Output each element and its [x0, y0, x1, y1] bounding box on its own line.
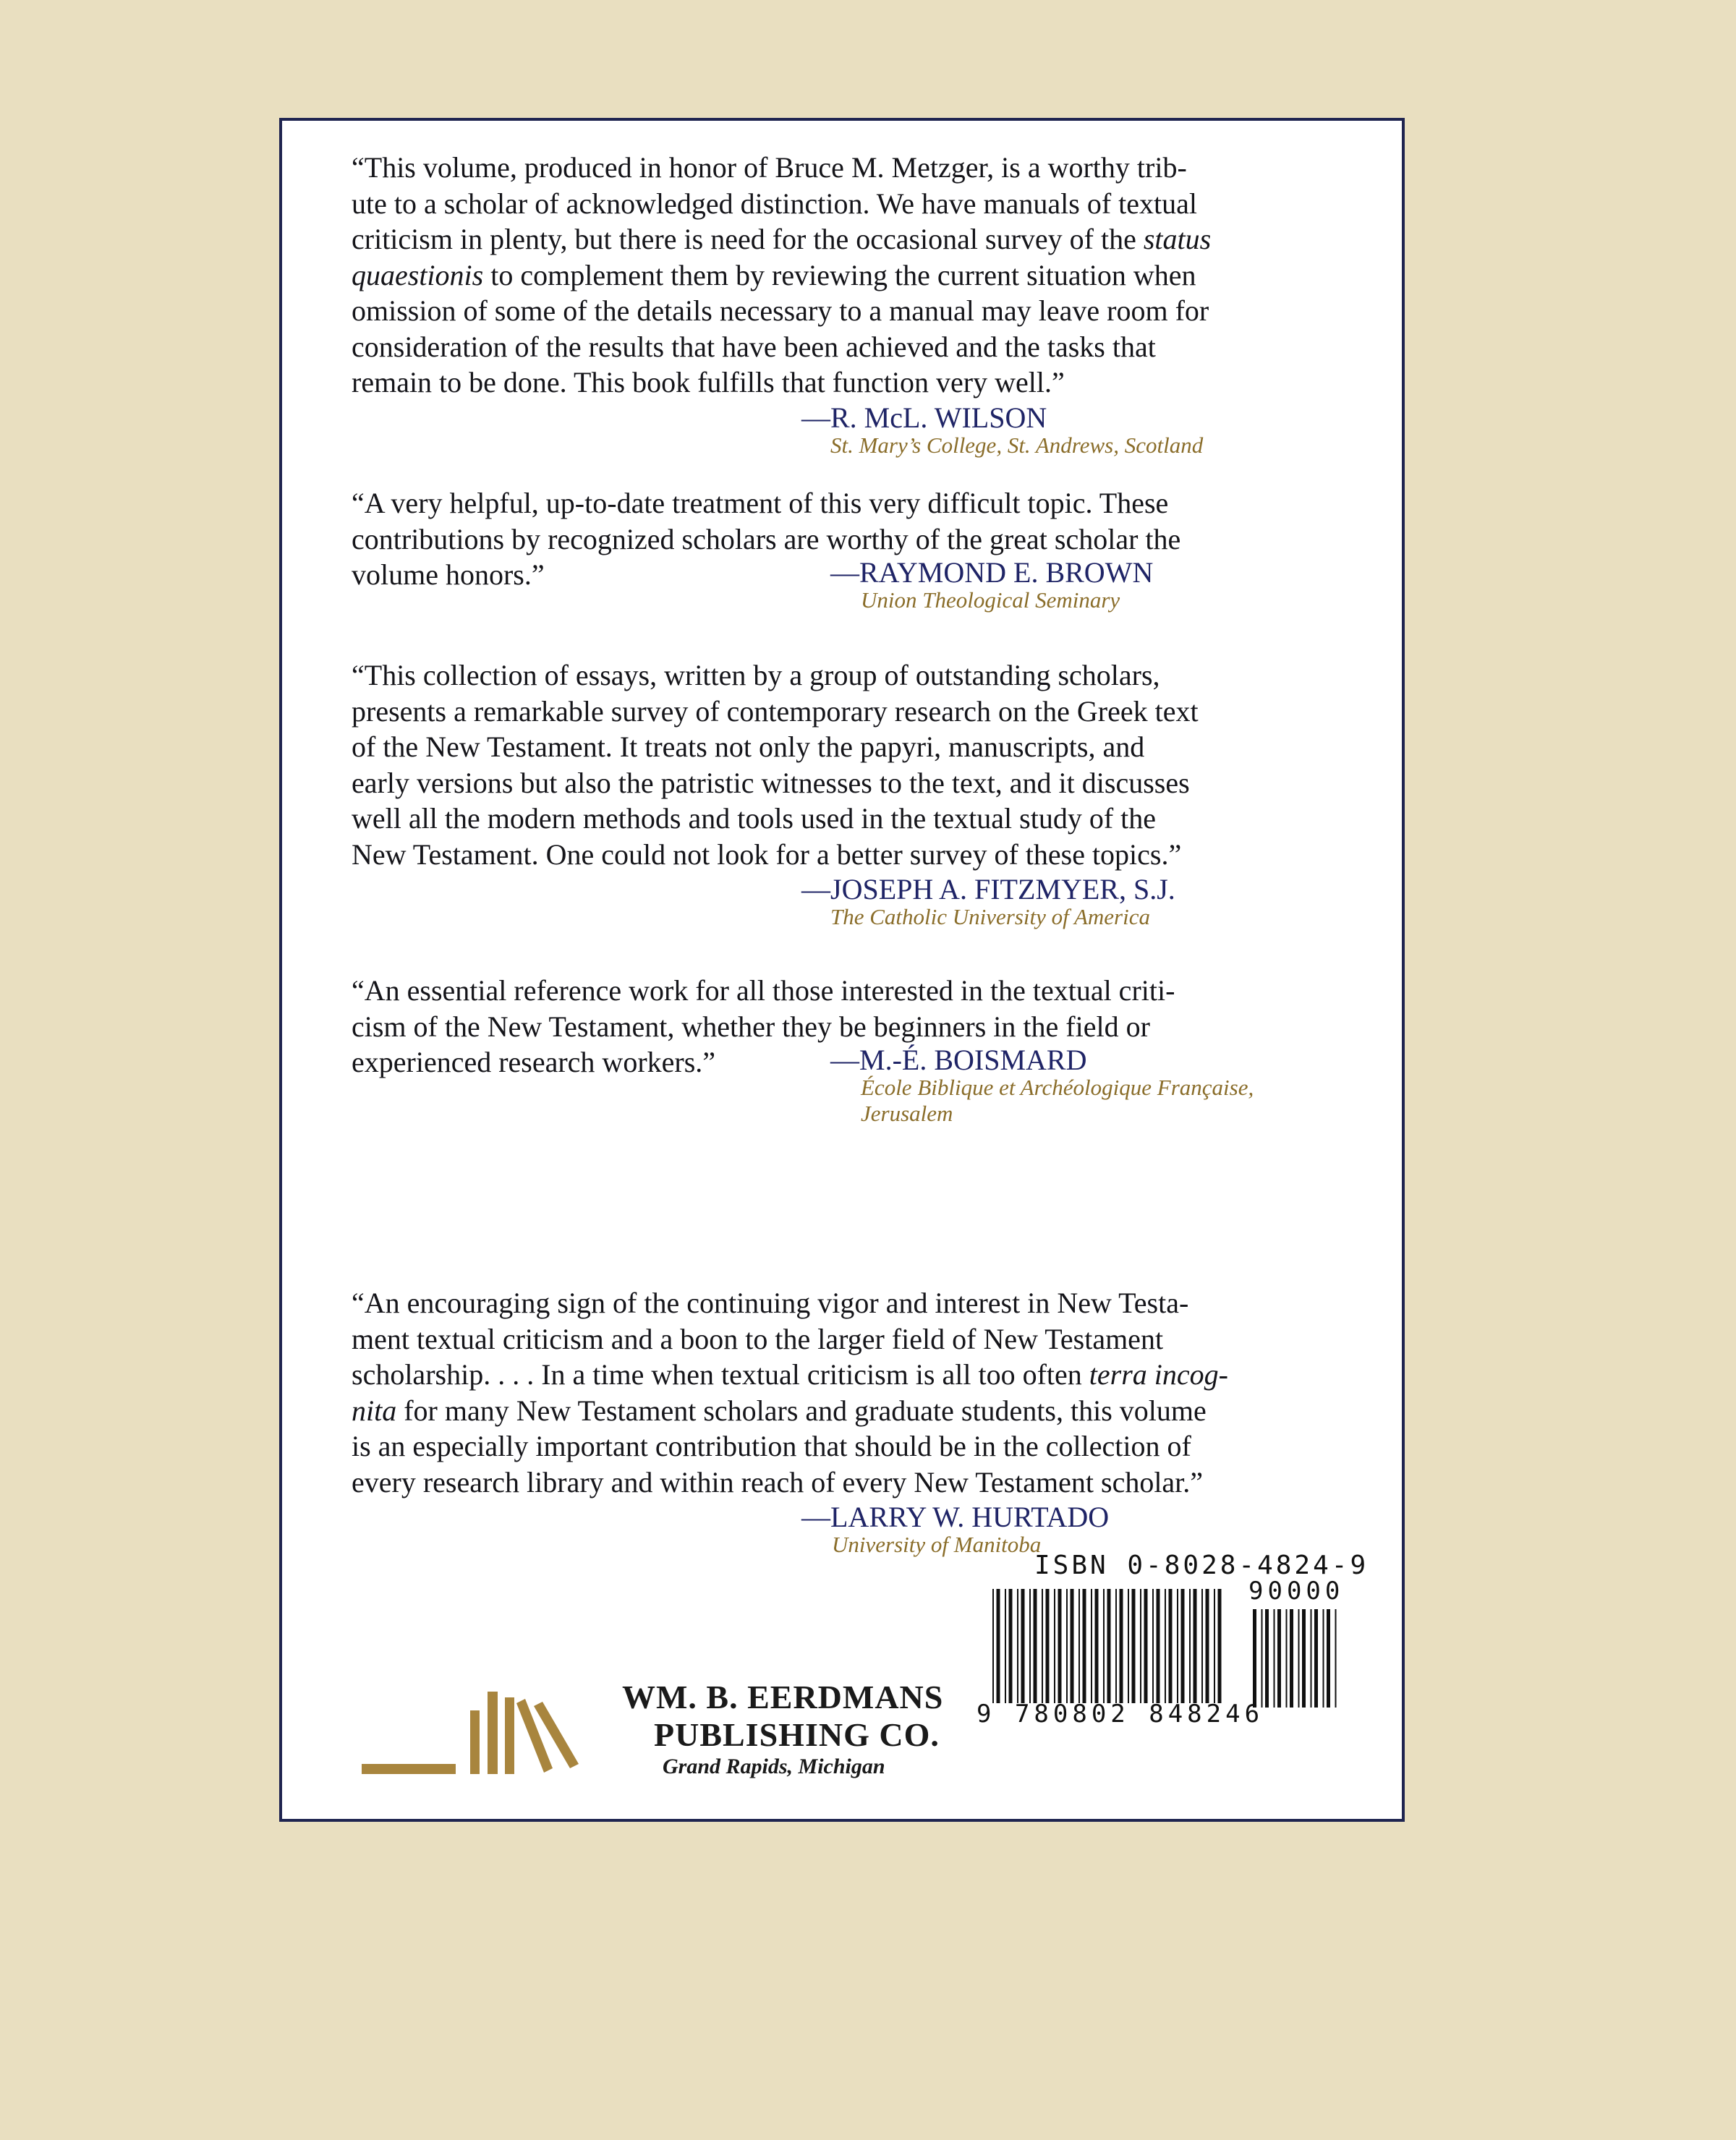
barcode-bar — [1042, 1589, 1043, 1703]
barcode-bar — [1314, 1609, 1318, 1708]
barcode-bar — [1194, 1589, 1197, 1703]
ean-digits: 9 780802 848246 — [977, 1700, 1264, 1728]
blurb-wilson — [352, 150, 1364, 459]
blurb-boismard — [352, 973, 1364, 1127]
barcode-bar — [1034, 1589, 1037, 1703]
attribution-name: —M.-É. BOISMARD — [830, 1043, 1087, 1076]
barcode-bar — [1058, 1589, 1062, 1703]
barcode-bar — [1128, 1589, 1129, 1703]
barcode-bar — [1091, 1589, 1092, 1703]
publisher-line-1: WM. B. EERDMANS — [622, 1679, 944, 1715]
publisher-logo — [362, 1679, 944, 1780]
blurb-fitzmyer — [352, 657, 1364, 930]
barcode-bar — [1066, 1589, 1068, 1703]
attribution-affiliation: St. Mary’s College, St. Andrews, Scotland — [830, 432, 1204, 458]
isbn-text: ISBN 0-8028-4824-9 — [1034, 1551, 1369, 1580]
barcode-bar — [1071, 1589, 1074, 1703]
barcode-bar — [1261, 1609, 1263, 1708]
barcode-bar — [1277, 1609, 1281, 1708]
blurb-quote: “An encouraging sign of the continuing vigor and interest in New Testa- ment textual criticism and a boon to the larger field of New Testament scholarship. . . . In a time when textual criticism is all too often terra incog- nita for many New Testament scholars and graduate students, this volume is an especially important contribution that should be in the collection of every research library and within reach of every New Testament scholar.” — [352, 1287, 1228, 1499]
barcode-bar — [1298, 1609, 1300, 1708]
barcode-bar — [1017, 1589, 1018, 1703]
barcode-bar — [1169, 1589, 1173, 1703]
back-cover-panel — [279, 118, 1405, 1822]
publisher-location: Grand Rapids, Michigan — [663, 1755, 885, 1778]
barcode-bar — [1214, 1589, 1215, 1703]
barcode-bar — [1152, 1589, 1154, 1703]
barcode-bar — [1181, 1589, 1185, 1703]
attribution-name: —LARRY W. HURTADO — [801, 1501, 1110, 1533]
barcode-bar — [997, 1589, 1000, 1703]
blurb-brown — [352, 485, 1364, 613]
barcode-bar — [1265, 1609, 1269, 1708]
attribution-name: —RAYMOND E. BROWN — [830, 555, 1154, 589]
blurb-attribution — [801, 401, 1364, 459]
barcode-bar — [1206, 1589, 1209, 1703]
barcode-bar — [1144, 1589, 1148, 1703]
attribution-affiliation: University of Manitoba — [832, 1532, 1042, 1557]
blurb-quote: “A very helpful, up-to-date treatment of this very difficult topic. These contributions by recognized scholars are worthy of the great scholar the volume honors.” — [352, 487, 1181, 591]
barcode-bar — [1311, 1609, 1312, 1708]
eerdmans-books-emblem-icon — [362, 1679, 622, 1780]
barcode-bar — [1157, 1589, 1160, 1703]
blurb-attribution — [830, 555, 1364, 613]
barcode-bar — [1140, 1589, 1141, 1703]
attribution-name: —R. McL. WILSON — [801, 401, 1047, 434]
barcode-bar — [1046, 1589, 1050, 1703]
barcode-bar — [1302, 1609, 1306, 1708]
barcode-bar — [1290, 1609, 1293, 1708]
barcode-bar — [992, 1589, 994, 1703]
attribution-affiliation: Union Theological Seminary — [861, 587, 1120, 613]
publisher-name — [622, 1679, 943, 1780]
barcode-bar — [1078, 1589, 1080, 1703]
attribution-affiliation: The Catholic University of America — [830, 904, 1150, 929]
blurb-hurtado — [352, 1285, 1364, 1558]
isbn-barcode — [977, 1551, 1369, 1739]
barcode-bar — [1177, 1589, 1178, 1703]
barcode-bar — [1201, 1589, 1203, 1703]
barcode-bar — [1165, 1589, 1166, 1703]
barcode-bar — [1132, 1589, 1136, 1703]
barcode-bar — [1327, 1609, 1330, 1708]
barcode-bar — [1009, 1589, 1013, 1703]
barcode-bar — [1115, 1589, 1117, 1703]
barcode-bar — [1218, 1589, 1222, 1703]
barcode-bar — [1054, 1589, 1055, 1703]
attribution-name: —JOSEPH A. FITZMYER, S.J. — [801, 873, 1175, 905]
barcode-bar — [1323, 1609, 1324, 1708]
barcode-bar — [1107, 1589, 1111, 1703]
blurb-attribution — [830, 1043, 1364, 1127]
barcode-bar — [1120, 1589, 1123, 1703]
blurb-quote: “An essential reference work for all those interested in the textual criti- cism of the New Testament, whether they be beginners in the field or experienced research workers.” — [352, 974, 1175, 1078]
barcode-bar — [1005, 1589, 1006, 1703]
blurb-attribution — [801, 1503, 1364, 1558]
blurb-quote: “This volume, produced in honor of Bruce M. Metzger, is a worthy trib- ute to a scholar of acknowledged distinction. We have manuals of textual criticism in plenty, but there is need for the occasional survey of the status quaestionis to complement them by reviewing the current situation when omission of some of the details necessary to a manual may leave room for consideration of the results that have been achieved and the tasks that remain to be done. This book fulfills that function very well.” — [352, 151, 1212, 398]
price-code: 90000 — [1248, 1577, 1345, 1606]
barcode-bar — [1021, 1589, 1025, 1703]
barcode-bar — [1253, 1609, 1256, 1708]
barcode-bar — [1095, 1589, 1099, 1703]
barcode-bar — [1189, 1589, 1191, 1703]
publisher-line-2: PUBLISHING CO. — [654, 1716, 940, 1753]
attribution-affiliation-city: Jerusalem — [861, 1100, 953, 1126]
barcode-bar — [1286, 1609, 1288, 1708]
barcode-bar — [1083, 1589, 1086, 1703]
barcode-bar — [1335, 1609, 1337, 1708]
blurb-quote: “This collection of essays, written by a group of outstanding scholars, presents a remarkable survey of contemporary research on the Greek text of the New Testament. It treats not only the papyri, manuscripts, and early versions but also the patristic witnesses to the text, and it discusses well all the modern methods and tools used in the textual study of the New Testament. One could not look for a better survey of these topics.” — [352, 659, 1199, 871]
attribution-affiliation: École Biblique et Archéologique Française, — [861, 1074, 1254, 1100]
barcode-bar — [1103, 1589, 1105, 1703]
barcode-bar — [1274, 1609, 1275, 1708]
blurb-attribution — [801, 875, 1364, 930]
barcode-bar — [1029, 1589, 1031, 1703]
